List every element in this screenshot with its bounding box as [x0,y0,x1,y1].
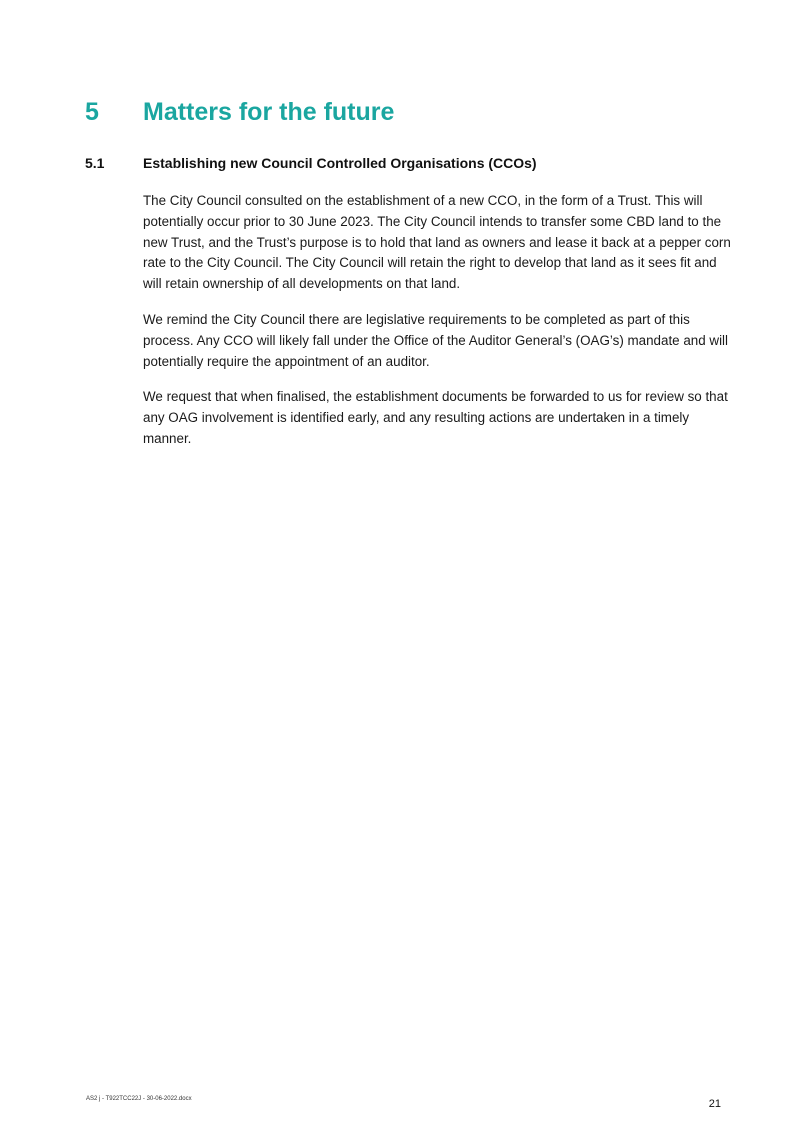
paragraph: We request that when finalised, the establishment documents be forwarded to us for review so that any OAG involvement is identified early, and any resulting actions are undertaken in a timely manner. [143,389,728,446]
page-number: 21 [708,1098,721,1110]
subsection-title: Establishing new Council Controlled Organisations (CCOs) [143,155,537,171]
body-text [143,191,733,465]
footer-doc-reference: AS2 j - T922TCC22J - 30-06-2022.docx [86,1096,192,1102]
subsection-number: 5.1 [85,155,105,171]
section-title: Matters for the future [143,98,395,126]
section-heading [85,96,394,128]
section-number: 5 [85,98,99,126]
paragraph: The City Council consulted on the establishment of a new CCO, in the form of a Trust. This will potentially occur prior to 30 June 2023. The City Council intends to transfer some CBD land to the new Trust, and the Trust’s purpose is to hold that land as owners and lease it back at a pepper corn rate to the City Council. The City Council will retain the right to develop that land as it sees fit and will retain ownership of all developments on that land. [143,193,731,292]
subsection-heading [85,153,537,173]
paragraph: We remind the City Council there are legislative requirements to be completed as part of this process. Any CCO will likely fall under the Office of the Auditor General’s (OAG’s) mandate and will potentially require the appointment of an auditor. [143,311,728,369]
